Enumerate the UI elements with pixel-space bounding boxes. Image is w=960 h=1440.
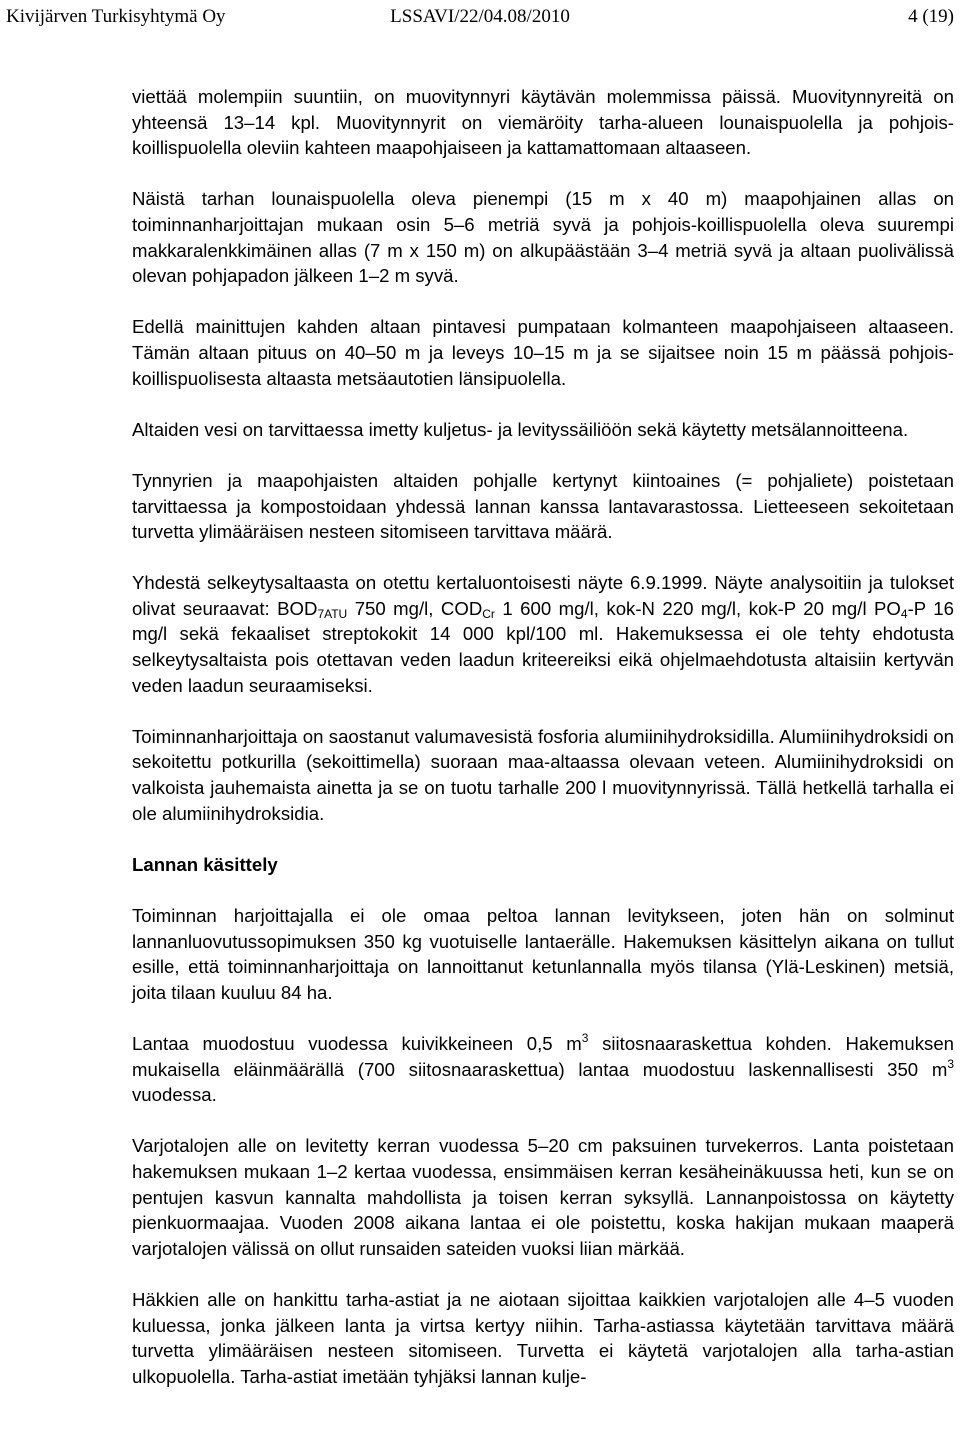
paragraph-2: Näistä tarhan lounaispuolella oleva pienempi (15 m x 40 m) maapohjainen allas on toiminnanharjoittajan mukaan osin 5–6 metriä syvä ja pohjois-koillispuolella oleva suurempi makkaralenkkimäinen allas (7 m x 150 m) on alkupäästään 3–4 metriä syvä ja altaan puolivälissä olevan pohjapadon jälkeen 1–2 m syvä. bbox=[132, 188, 954, 287]
subscript: 4 bbox=[900, 606, 908, 621]
superscript: 3 bbox=[581, 1030, 589, 1045]
paragraph-4: Altaiden vesi on tarvittaessa imetty kuljetus- ja levityssäiliöön sekä käytetty metsälannoitteena. bbox=[132, 418, 909, 440]
text-segment: 1 600 mg/l, kok-N 220 mg/l, kok-P 20 mg/l PO bbox=[494, 597, 901, 619]
section-heading: Lannan käsittely bbox=[132, 853, 278, 875]
page-number: 4 (19) bbox=[908, 6, 954, 27]
paragraph-3: Edellä mainittujen kahden altaan pintavesi pumpataan kolmanteen maapohjaiseen altaaseen. Tämän altaan pituus on 40–50 m ja leveys 10–15 m ja se sijaitsee noin 15 m päässä pohjois-koillispuolisesta altaasta metsäautotien länsipuolella. bbox=[132, 316, 954, 389]
subscript: 7ATU bbox=[317, 606, 348, 621]
document-body bbox=[132, 84, 954, 1415]
text-segment: Lantaa muodostuu vuodessa kuivikkeineen 0,5 m bbox=[132, 1032, 582, 1054]
paragraph-6-sample-results bbox=[132, 570, 954, 698]
document-reference: LSSAVI/22/04.08/2010 bbox=[390, 6, 570, 27]
superscript: 3 bbox=[947, 1056, 954, 1071]
text-segment: vuodessa. bbox=[132, 1084, 217, 1106]
subscript: Cr bbox=[482, 606, 495, 621]
paragraph-7: Toiminnanharjoittaja on saostanut valumavesistä fosforia alumiinihydroksidilla. Alumiinihydroksidi on sekoitettu potkurilla (sekoittimella) suoraan maa-altaassa olevaan veteen. Alumiinihydroksidi on valkoista jauhemaista ainetta ja se on tuotu tarhalle 200 l muovitynnyrissä. Tällä hetkellä tarhalla ei ole alumiinihydroksidia. bbox=[132, 725, 954, 824]
text-segment: 750 mg/l, COD bbox=[347, 597, 483, 619]
paragraph-5: Tynnyrien ja maapohjaisten altaiden pohjalle kertynyt kiintoaines (= pohjaliete) poistetaan tarvittaessa ja kompostoidaan yhdessä lannan kanssa lantavarastossa. Lietteeseen sekoitetaan turvetta ylimääräisen nesteen sitomiseen tarvittava määrä. bbox=[132, 469, 954, 543]
page-header bbox=[6, 4, 954, 30]
text-segment: Yhdestä selkeytysaltaasta on otettu kertaluontoisesti näyte 6.9.1999. Näyte analysoitiin ja tulokset olivat seuraavat: BOD bbox=[132, 572, 954, 619]
company-name: Kivijärven Turkisyhtymä Oy bbox=[6, 6, 226, 27]
paragraph-1: viettää molempiin suuntiin, on muovitynnyri käytävän molemmissa päissä. Muovitynnyreitä on yhteensä 13–14 kpl. Muovitynnyrit on viemäröity tarha-alueen lounaispuolella ja pohjois-koillispuolella oleviin kahteen maapohjaiseen ja kattamattomaan altaaseen. bbox=[132, 86, 954, 159]
paragraph-9-manure-volume bbox=[132, 1031, 954, 1108]
text-segment: siitosnaaraskettua kohden. Hakemuksen mukaisella eläinmäärällä (700 siitosnaaraskettua) lantaa muodostuu laskennallisesti 350 m bbox=[132, 1032, 954, 1080]
paragraph-11: Häkkien alle on hankittu tarha-astiat ja ne aiotaan sijoittaa kaikkien varjotalojen alle 4–5 vuoden kuluessa, jonka jälkeen lanta ja virtsa kertyy niihin. Tarha-astiassa käytetään tarvittava määrä turvetta ylimääräisen nesteen sitomiseen. Turvetta ei käytetä varjotalojen alla tarha-astian ulkopuolella. Tarha-astiat imetään tyhjäksi lannan kulje- bbox=[132, 1288, 954, 1387]
text-segment: -P 16 mg/l sekä fekaaliset streptokokit 14 000 kpl/100 ml. Hakemuksessa ei ole tehty ehdotusta selkeytysaltaista pois otettavan veden laadun kriteereiksi eikä ohjelmaehdotusta altaisiin kertyvän veden laadun seuraamiseksi. bbox=[132, 597, 954, 696]
paragraph-10: Varjotalojen alle on levitetty kerran vuodessa 5–20 cm paksuinen turvekerros. Lanta poistetaan hakemuksen mukaan 1–2 kertaa vuodessa, ensimmäisen kerran kesäheinäkuussa heti, kun se on pentujen kasvun kannalta mahdollista ja toisen kerran syksyllä. Lannanpoistossa on käytetty pienkuormaajaa. Vuoden 2008 aikana lantaa ei ole poistettu, koska hakijan mukaan maaperä varjotalojen välissä on ollut runsaiden sateiden vuoksi liian märkää. bbox=[132, 1135, 954, 1259]
paragraph-8: Toiminnan harjoittajalla ei ole omaa peltoa lannan levitykseen, joten hän on solminut lannanluovutussopimuksen 350 kg vuotuiselle lantaerälle. Hakemuksen käsittelyn aikana on tullut esille, että toiminnanharjoittaja on lannoittanut ketunlannalla myös tilansa (Ylä-Leskinen) metsiä, joita tilaan kuuluu 84 ha. bbox=[132, 905, 954, 1003]
